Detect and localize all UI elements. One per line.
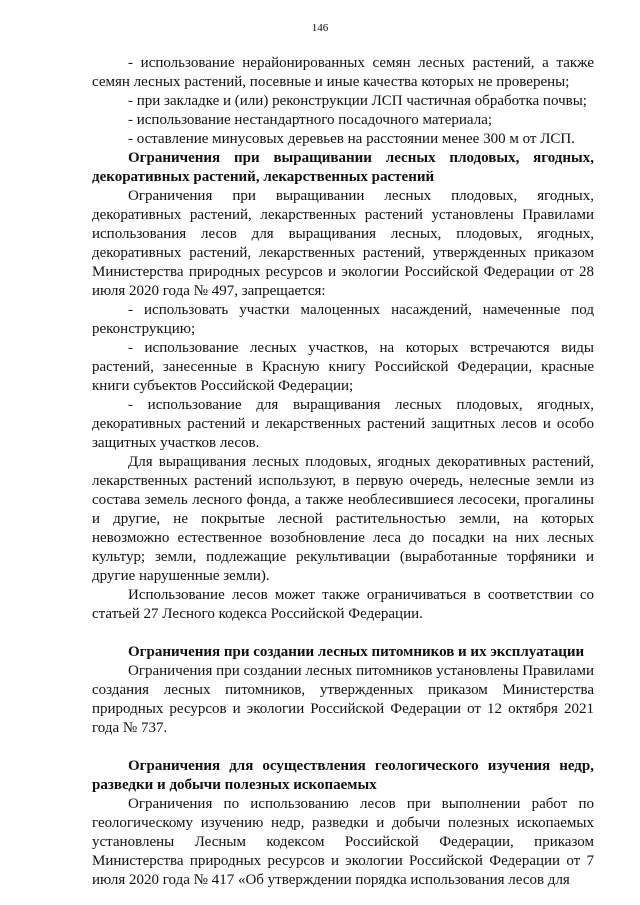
paragraph: - использование нестандартного посадочного материала; xyxy=(128,112,493,128)
paragraph: - использовать участки малоценных насаждений, намеченные под реконструкцию; xyxy=(92,302,594,337)
paragraph: - использование нерайонированных семян лесных растений, а также семян лесных растений, посевные и иные качества которых не проверены; xyxy=(92,55,594,90)
paragraph: Использование лесов может также ограничиваться в соответствии со статьей 27 Лесного кодекса Российской Федерации. xyxy=(92,587,594,622)
paragraph: Ограничения при выращивании лесных плодовых, ягодных, декоративных растений, лекарственных растений установлены Правилами использования лесов для выращивания лесных, плодовых, ягодных, декоративных растений, лекарственных растений, утвержденных приказом Министерства природных ресурсов и экологии Российской Федерации от 28 июля 2020 года № 497, запрещается: xyxy=(92,188,594,299)
document-body xyxy=(92,54,594,890)
section-heading: Ограничения при создании лесных питомников и их эксплуатации xyxy=(128,644,585,660)
paragraph: Ограничения по использованию лесов при выполнении работ по геологическому изучению недр, разведки и добычи полезных ископаемых установлены Лесным кодексом Российской Федерации, приказом Министерства природных ресурсов и экологии Российской Федерации от 7 июля 2020 года № 417 «Об утверждении порядка использования лесов для xyxy=(92,796,594,888)
paragraph: - при закладке и (или) реконструкции ЛСП частичная обработка почвы; xyxy=(128,93,587,109)
section-heading: Ограничения для осуществления геологического изучения недр, разведки и добычи полезных ископаемых xyxy=(92,758,594,793)
paragraph: - использование для выращивания лесных плодовых, ягодных, декоративных растений и лекарственных растений защитных лесов и особо защитных участков лесов. xyxy=(92,397,594,451)
paragraph: Для выращивания лесных плодовых, ягодных декоративных растений, лекарственных растений используют, в первую очередь, нелесные земли из состава земель лесного фонда, а также необлесившиеся лесосеки, прогалины и другие, не покрытые лесной растительностью земли, на которых невозможно естественное возобновление леса до посадки на них лесных культур; земли, подлежащие рекультивации (выработанные торфяники и другие нарушенные земли). xyxy=(92,454,594,584)
paragraph: - оставление минусовых деревьев на расстоянии менее 300 м от ЛСП. xyxy=(128,131,575,147)
paragraph: - использование лесных участков, на которых встречаются виды растений, занесенные в Красную книгу Российской Федерации, красные книги субъектов Российской Федерации; xyxy=(92,340,594,394)
paragraph: Ограничения при создании лесных питомников установлены Правилами создания лесных питомников, утвержденных приказом Министерства природных ресурсов и экологии Российской Федерации от 12 октября 2021 года № 737. xyxy=(92,663,594,736)
paragraph-gap xyxy=(92,738,594,757)
paragraph-gap xyxy=(92,624,594,643)
page-number: 146 xyxy=(311,22,329,34)
section-heading: Ограничения при выращивании лесных плодовых, ягодных, декоративных растений, лекарственных растений xyxy=(92,150,594,185)
